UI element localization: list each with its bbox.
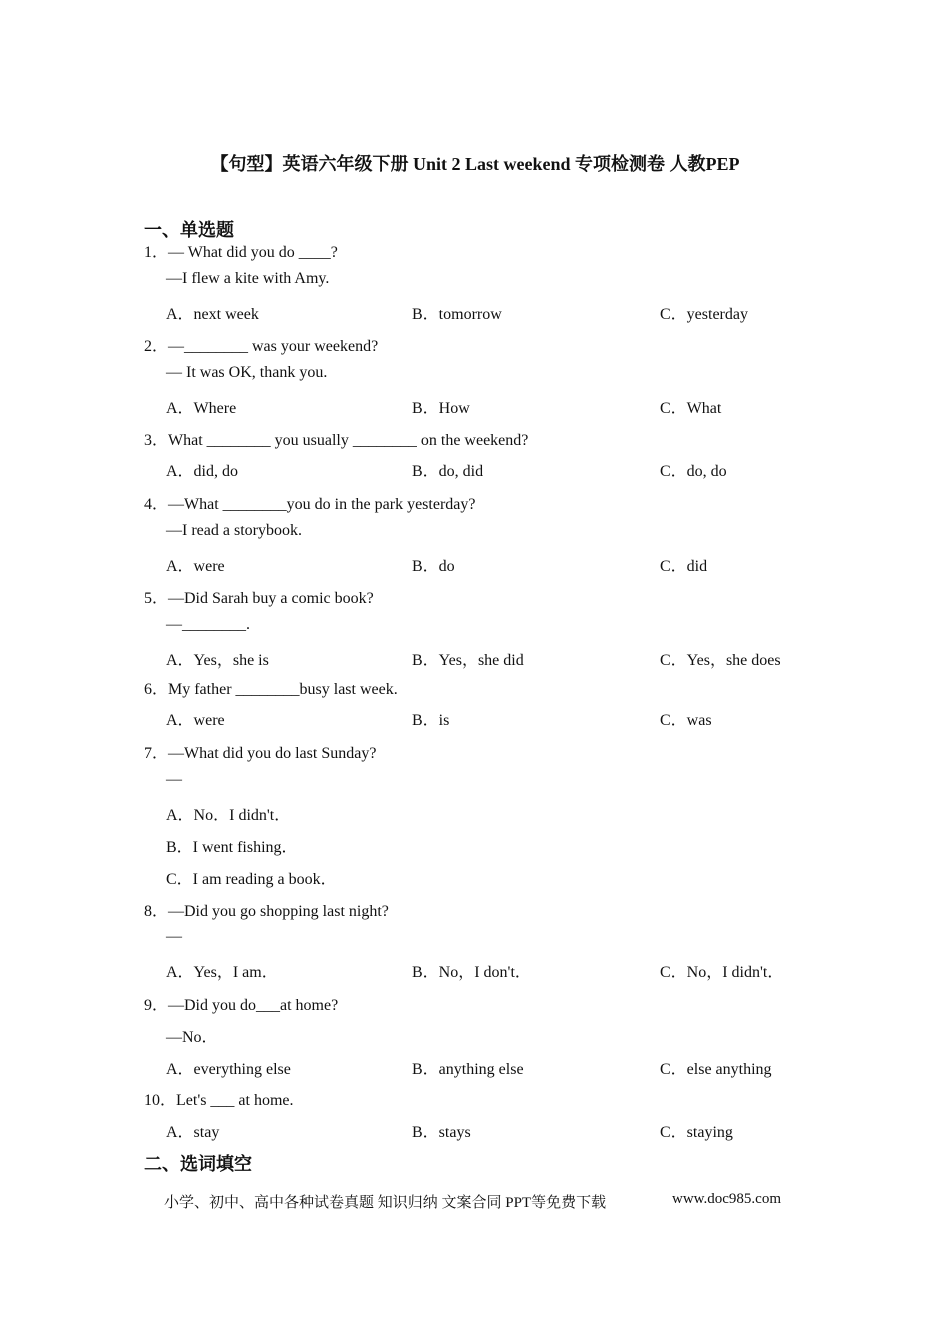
question-1-option-b: B．tomorrow	[412, 306, 502, 323]
question-3-stem: 3．What ________ you usually ________ on the weekend?	[144, 432, 529, 449]
question-9-line: —No．	[166, 1029, 218, 1046]
question-8-option-b: B．No，I don't．	[412, 964, 531, 981]
question-5-line: —________.	[166, 616, 250, 633]
question-1-line: —I flew a kite with Amy.	[166, 270, 330, 287]
question-1-stem: 1．— What did you do ____?	[144, 244, 338, 261]
question-7-line: —	[166, 771, 182, 788]
question-5-stem: 5．—Did Sarah buy a comic book?	[144, 590, 374, 607]
footer-text: 小学、初中、高中各种试卷真题 知识归纳 文案合同 PPT等免费下载	[164, 1195, 607, 1211]
question-5-option-b: B．Yes，she did	[412, 652, 524, 669]
question-9-stem: 9．—Did you do___at home?	[144, 997, 339, 1014]
question-2-option-a: A．Where	[166, 400, 237, 417]
question-8-option-c: C．No，I didn't．	[660, 964, 784, 981]
question-9-option-a: A．everything else	[166, 1061, 291, 1078]
question-4-option-c: C．did	[660, 558, 708, 575]
question-6-option-b: B．is	[412, 712, 450, 729]
question-10-stem: 10．Let's ___ at home.	[144, 1092, 294, 1109]
question-4-line: —I read a storybook.	[166, 522, 302, 539]
question-8-line: —	[166, 928, 182, 945]
question-7-option-c: C．I am reading a book．	[166, 871, 337, 888]
question-4-option-b: B．do	[412, 558, 455, 575]
question-2-option-c: C．What	[660, 400, 722, 417]
question-10-option-a: A．stay	[166, 1124, 220, 1141]
question-5-option-c: C．Yes，she does	[660, 652, 781, 669]
footer-url: www.doc985.com	[672, 1191, 782, 1207]
question-7-stem: 7．—What did you do last Sunday?	[144, 745, 377, 762]
question-3-option-a: A．did, do	[166, 463, 239, 480]
question-4-option-a: A．were	[166, 558, 225, 575]
section-heading-single-choice: 一、单选题	[144, 220, 234, 240]
question-5-option-a: A．Yes，she is	[166, 652, 269, 669]
question-8-option-a: A．Yes，I am．	[166, 964, 278, 981]
question-9-option-c: C．else anything	[660, 1061, 772, 1078]
question-6-option-a: A．were	[166, 712, 225, 729]
question-2-stem: 2．—________ was your weekend?	[144, 338, 379, 355]
question-1-option-c: C．yesterday	[660, 306, 748, 323]
question-6-stem: 6．My father ________busy last week.	[144, 681, 398, 698]
question-7-option-a: A．No．I didn't．	[166, 807, 291, 824]
question-6-option-c: C．was	[660, 712, 712, 729]
section-heading-word-fill: 二、选词填空	[144, 1154, 252, 1174]
question-3-option-c: C．do, do	[660, 463, 727, 480]
question-2-line: — It was OK, thank you.	[166, 364, 328, 381]
question-3-option-b: B．do, did	[412, 463, 484, 480]
question-8-stem: 8．—Did you go shopping last night?	[144, 903, 389, 920]
question-2-option-b: B．How	[412, 400, 470, 417]
question-10-option-b: B．stays	[412, 1124, 471, 1141]
document-title: 【句型】英语六年级下册 Unit 2 Last weekend 专项检测卷 人教PEP	[210, 154, 740, 174]
question-10-option-c: C．staying	[660, 1124, 733, 1141]
question-9-option-b: B．anything else	[412, 1061, 524, 1078]
question-1-option-a: A．next week	[166, 306, 259, 323]
question-7-option-b: B．I went fishing．	[166, 839, 298, 856]
question-4-stem: 4．—What ________you do in the park yesterday?	[144, 496, 476, 513]
